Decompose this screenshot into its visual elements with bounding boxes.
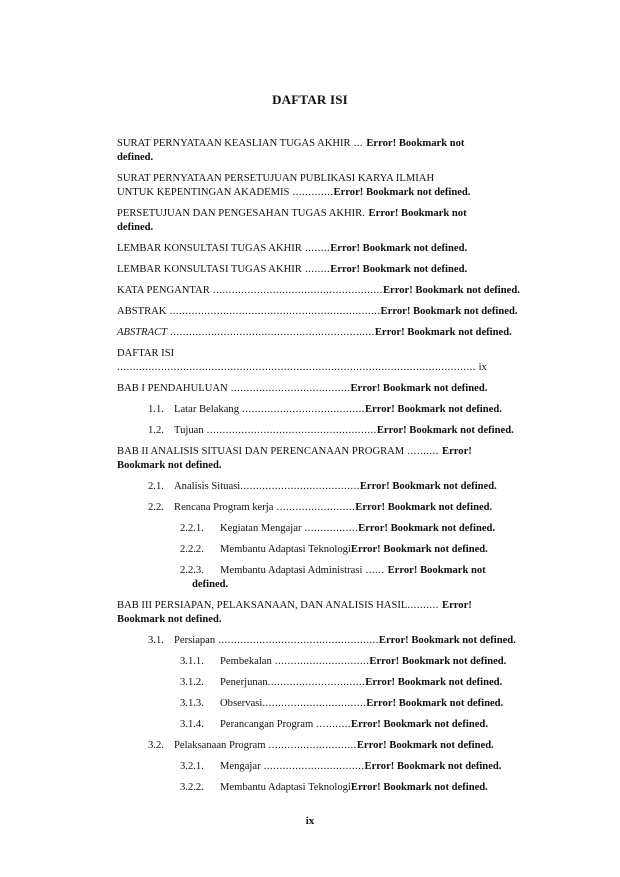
- toc-entry-text: BAB II ANALISIS SITUASI DAN PERENCANAAN PROGRAM: [117, 446, 405, 457]
- toc-entry-text: Penerjunan: [220, 677, 268, 688]
- toc-entry-3-2[interactable]: [117, 739, 531, 753]
- toc-entry-text: Mengajar: [220, 761, 261, 772]
- toc-entry-bab-3[interactable]: [117, 599, 531, 627]
- toc-dots: ......................................: [240, 481, 360, 492]
- toc-entry-text: SURAT PERNYATAAN PERSETUJUAN PUBLIKASI KARYA ILMIAH: [117, 173, 435, 184]
- toc-entry-text: Persiapan: [174, 635, 216, 646]
- toc-entry-number: 2.2.3.: [180, 565, 204, 576]
- toc-entry-text: DAFTAR ISI: [117, 348, 175, 359]
- toc-error-text: Error! Bookmark not defined.: [350, 383, 488, 394]
- toc-entry-text: Perancangan Program: [220, 719, 314, 730]
- toc-entry-surat-keaslian[interactable]: [117, 137, 531, 165]
- toc-entry-number: 3.1.1.: [180, 656, 204, 667]
- toc-dots: ......: [362, 565, 388, 576]
- toc-entry-lembar-konsultasi-1[interactable]: [117, 242, 531, 256]
- toc-entry-2-2-1[interactable]: [117, 522, 531, 536]
- toc-error-text: Error! Bookmark not defined.: [366, 698, 504, 709]
- toc-error-continued: defined.: [192, 579, 229, 590]
- toc-dots: .................................: [262, 698, 367, 709]
- toc-error-text: Error!: [442, 600, 472, 611]
- toc-dots: .: [362, 208, 369, 219]
- toc-error-continued: Bookmark not defined.: [117, 614, 222, 625]
- toc-entry-3-1-3[interactable]: [117, 697, 531, 711]
- toc-entry-daftar-isi[interactable]: [117, 347, 531, 375]
- toc-entry-text: ABSTRAK: [117, 306, 167, 317]
- toc-entry-abstract[interactable]: [117, 326, 531, 340]
- toc-error-text: Error! Bookmark not defined.: [351, 719, 488, 730]
- toc-entry-2-2-2[interactable]: [117, 543, 531, 557]
- toc-dots: ........: [301, 264, 331, 275]
- toc-entry-text: Latar Belakang: [174, 404, 240, 415]
- toc-dots: ................................: [260, 761, 365, 772]
- toc-entry-2-2[interactable]: [117, 501, 531, 515]
- toc-dots: ......................................: [227, 383, 351, 394]
- toc-dots: ...............................: [267, 677, 366, 688]
- toc-entry-number: 3.1.2.: [180, 677, 204, 688]
- toc-entry-number: 2.2.2.: [180, 544, 204, 555]
- toc-entry-1-2[interactable]: [117, 424, 531, 438]
- toc-dots: ...........: [313, 719, 352, 730]
- toc-entry-number: 3.1.3.: [180, 698, 204, 709]
- toc-entry-text: LEMBAR KONSULTASI TUGAS AKHIR: [117, 264, 302, 275]
- toc-entry-3-2-2[interactable]: [117, 781, 531, 795]
- toc-entry-3-1-4[interactable]: [117, 718, 531, 732]
- toc-error-text: Error! Bookmark not defined.: [330, 243, 468, 254]
- toc-entry-text: SURAT PERNYATAAN KEASLIAN TUGAS AKHIR: [117, 138, 351, 149]
- toc-entry-number: 3.2.1.: [180, 761, 204, 772]
- toc-entry-2-1[interactable]: [117, 480, 531, 494]
- toc-entry-number: 2.2.1.: [180, 523, 204, 534]
- toc-error-text: Error! Bookmark not defined.: [350, 544, 488, 555]
- toc-dots: ...: [350, 138, 367, 149]
- toc-entry-number: 3.1.4.: [180, 719, 204, 730]
- toc-entry-number: 1.2.: [148, 425, 164, 436]
- toc-entry-abstrak[interactable]: [117, 305, 531, 319]
- toc-error-continued: defined.: [117, 152, 154, 163]
- toc-entry-text: Kegiatan Mengajar: [220, 523, 302, 534]
- toc-entry-number: 1.1.: [148, 404, 164, 415]
- toc-dots: ...................................................................: [166, 306, 381, 317]
- toc-error-text: Error! Bookmark not defined.: [365, 677, 503, 688]
- toc-entry-text: Membantu Adaptasi Teknologi: [220, 782, 351, 793]
- toc-error-text: Error! Bookmark not defined.: [330, 264, 468, 275]
- toc-entry-text: Tujuan: [174, 425, 204, 436]
- toc-error-text: Error! Bookmark not: [387, 565, 486, 576]
- toc-entry-number: 3.1.: [148, 635, 164, 646]
- toc-dots: .........................: [273, 502, 356, 513]
- page-title: DAFTAR ISI: [272, 92, 348, 107]
- toc-entry-text: ABSTRACT: [117, 327, 168, 338]
- toc-dots: ..............................: [271, 656, 370, 667]
- toc-error-text: Error! Bookmark not defined.: [355, 502, 493, 513]
- toc-dots: .................: [301, 523, 359, 534]
- toc-error-text: Error! Bookmark not defined.: [364, 404, 502, 415]
- toc-error-text: Error! Bookmark not: [368, 208, 467, 219]
- toc-dots: ...................................................: [215, 635, 379, 646]
- toc-entry-text-continued: UNTUK KEPENTINGAN AKADEMIS: [117, 187, 290, 198]
- toc-entry-3-1-1[interactable]: [117, 655, 531, 669]
- toc-error-text: Error! Bookmark not defined.: [374, 327, 512, 338]
- toc-dots: ......................................................: [209, 285, 383, 296]
- toc-error-text: Error! Bookmark not defined.: [359, 481, 497, 492]
- toc-error-text: Error! Bookmark not defined.: [382, 285, 520, 296]
- toc-entry-text: Membantu Adaptasi Administrasi: [220, 565, 363, 576]
- toc-dots: .......................................: [239, 404, 365, 415]
- toc-entry-3-2-1[interactable]: [117, 760, 531, 774]
- toc-entry-text: BAB III PERSIAPAN, PELAKSANAAN, DAN ANALISIS HASIL: [117, 600, 408, 611]
- toc-entry-persetujuan[interactable]: [117, 207, 531, 235]
- toc-entry-text: LEMBAR KONSULTASI TUGAS AKHIR: [117, 243, 302, 254]
- toc-dots: ......................................................: [203, 425, 377, 436]
- toc-error-text: Error! Bookmark not: [366, 138, 465, 149]
- toc-error-text: Error! Bookmark not defined.: [356, 740, 494, 751]
- toc-error-text: Error! Bookmark not defined.: [369, 656, 507, 667]
- toc-entry-2-2-3[interactable]: [117, 564, 531, 592]
- toc-entry-text: BAB I PENDAHULUAN: [117, 383, 228, 394]
- toc-entry-text: PERSETUJUAN DAN PENGESAHAN TUGAS AKHIR: [117, 208, 363, 219]
- toc-entry-3-1[interactable]: [117, 634, 531, 648]
- toc-dots: ..........: [407, 600, 443, 611]
- toc-dots: ..................................................................................................................: [117, 362, 476, 373]
- toc-entry-text: Observasi: [220, 698, 263, 709]
- toc-entry-text: Membantu Adaptasi Teknologi: [220, 544, 351, 555]
- toc-error-continued: defined.: [117, 222, 154, 233]
- toc-error-text: Error!: [442, 446, 472, 457]
- toc-entry-number: 3.2.2.: [180, 782, 204, 793]
- toc-entry-lembar-konsultasi-2[interactable]: [117, 263, 531, 277]
- toc-entry-3-1-2[interactable]: [117, 676, 531, 690]
- toc-entry-number: 2.2.: [148, 502, 164, 513]
- toc-dots: ..........: [404, 446, 443, 457]
- toc-page-number: ix: [478, 362, 487, 373]
- toc-error-text: Error! Bookmark not defined.: [378, 635, 516, 646]
- toc-entry-text: Pembekalan: [220, 656, 272, 667]
- toc-entry-text: Rencana Program kerja: [174, 502, 274, 513]
- toc-error-text: Error! Bookmark not defined.: [364, 761, 502, 772]
- toc-entry-1-1[interactable]: [117, 403, 531, 417]
- toc-error-continued: Bookmark not defined.: [117, 460, 222, 471]
- toc-dots: ........: [301, 243, 331, 254]
- page-number: ix: [305, 815, 315, 827]
- toc-error-text: Error! Bookmark not defined.: [333, 187, 471, 198]
- toc-error-text: Error! Bookmark not defined.: [350, 782, 488, 793]
- toc-entry-number: 3.2.: [148, 740, 164, 751]
- toc-error-text: Error! Bookmark not defined.: [380, 306, 518, 317]
- toc-entry-text: KATA PENGANTAR: [117, 285, 210, 296]
- toc-entry-surat-publikasi[interactable]: [117, 172, 531, 200]
- toc-entry-number: 2.1.: [148, 481, 164, 492]
- table-of-contents: [117, 137, 531, 802]
- toc-dots: .................................................................: [167, 327, 375, 338]
- toc-entry-kata-pengantar[interactable]: [117, 284, 531, 298]
- toc-dots: ............................: [265, 740, 357, 751]
- toc-error-text: Error! Bookmark not defined.: [358, 523, 496, 534]
- toc-error-text: Error! Bookmark not defined.: [376, 425, 514, 436]
- toc-entry-text: Analisis Situasi: [174, 481, 241, 492]
- toc-entry-bab-1[interactable]: [117, 382, 531, 396]
- toc-dots: .............: [289, 187, 334, 198]
- toc-entry-bab-2[interactable]: [117, 445, 531, 473]
- toc-entry-text: Pelaksanaan Program: [174, 740, 266, 751]
